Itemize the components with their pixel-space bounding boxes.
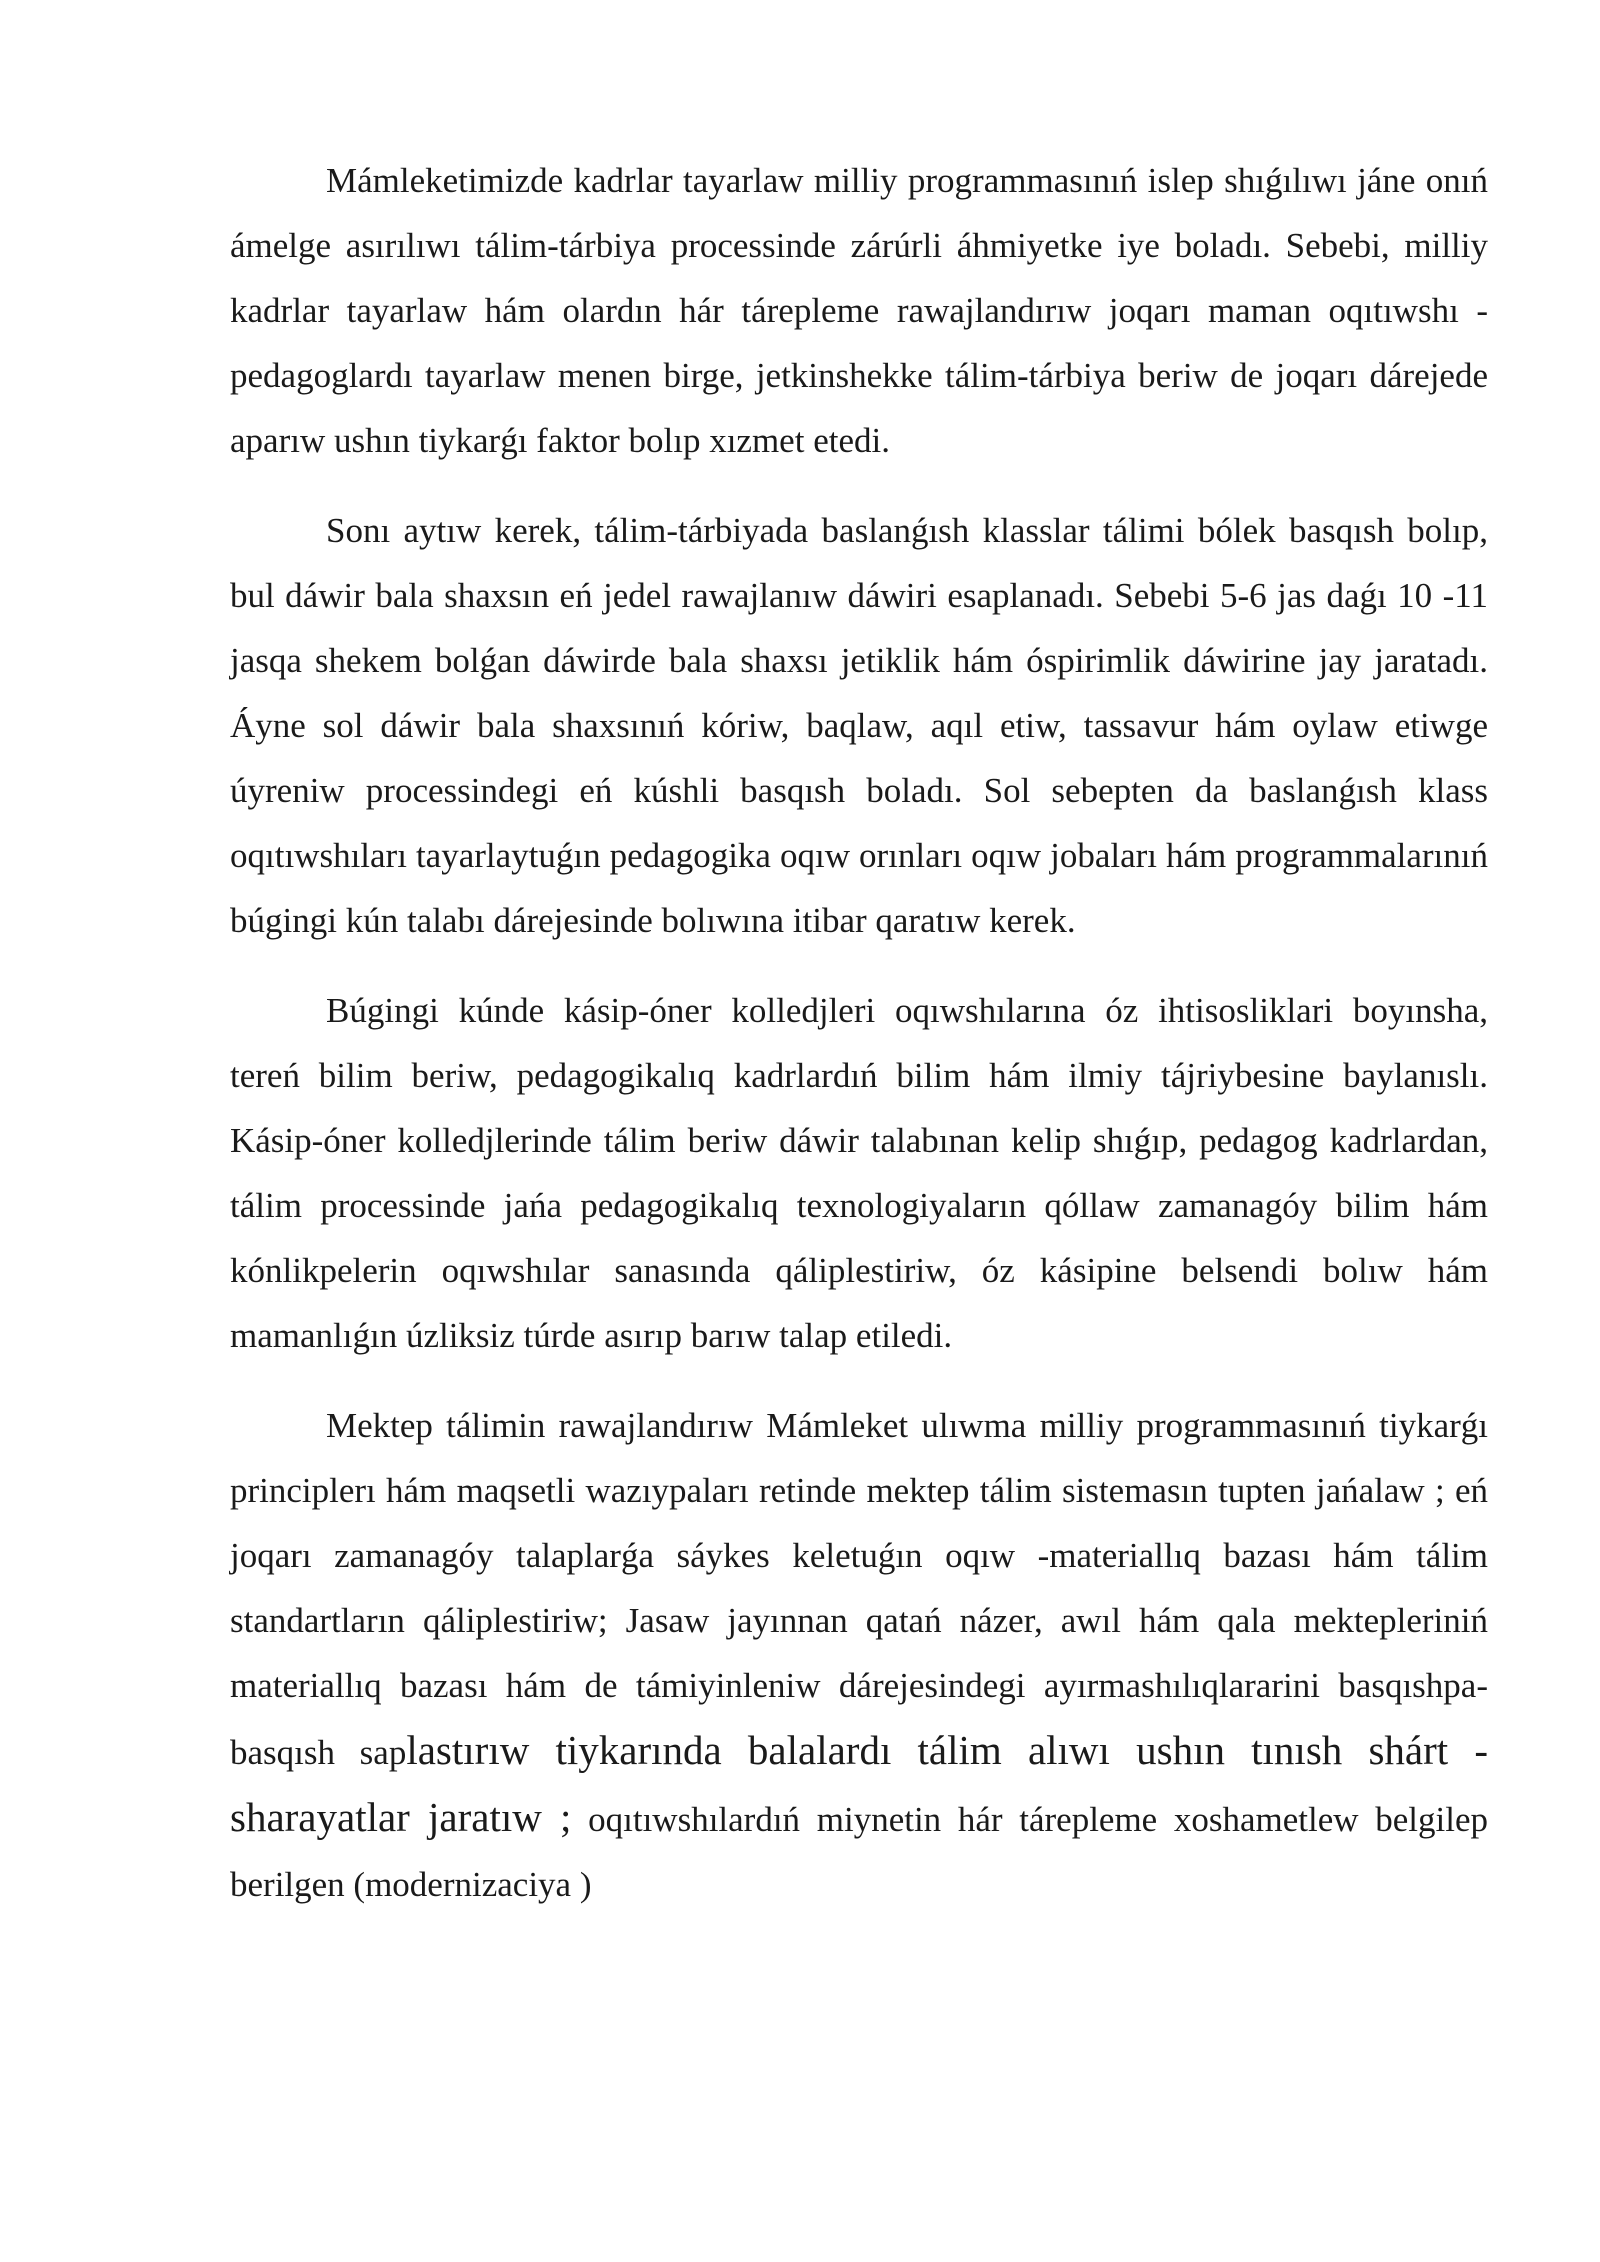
paragraph-2: Sonı aytıw kerek, tálim-tárbiyada baslanǵısh klasslar tálimi bólek basqısh bolıp, bul dáwir bala shaxsın eń jedel rawajlanıw dáwiri esaplanadı. Sebebi 5-6 jas daǵı 10 -11 jasqa shekem bolǵan dáwirde bala shaxsı jetiklik hám óspirimlik dáwirine jay jaratadı. Áyne sol dáwir bala shaxsınıń kóriw, baqlaw, aqıl etiw, tassavur hám oylaw etiwge úyreniw processindegi eń kúshli basqısh boladı. Sol sebepten da baslanǵısh klass oqıtıwshıları tayarlaytuǵın pedagogika oqıw orınları oqıw jobaları hám programmalarınıń búgingi kún talabı dárejesinde bolıwına itibar qaratıw kerek. [230,511,1488,940]
paragraph-4-text-enlarged: lastırıw tiykarında balalardı tálim alıwı ushın tınısh shárt - sharayatlar jaratıw ; [230,1727,1488,1840]
document-body [230,148,1488,1942]
paragraph-4-text-end: oqıtıwshılardıń miynetin hár tárepleme xoshametlew belgilep berilgen (modernizaciya ) [230,1800,1488,1904]
paragraph-3: Búgingi kúnde kásip-óner kolledjleri oqıwshılarına óz ihtisosliklari boyınsha, tereń bilim beriw, pedagogikalıq kadrlardıń bilim hám ilmiy tájriybesine baylanıslı. Kásip-óner kolledjlerinde tálim beriw dáwir talabınan kelip shıǵıp, pedagog kadrlardan, tálim processinde jańa pedagogikalıq texnologiyaların qóllaw zamanagóy bilim hám kónlikpelerin oqıwshılar sanasında qáliplestiriw, óz kásipine belsendi bolıw hám mamanlıǵın úzliksiz túrde asırıp barıw talap etiledi. [230,991,1488,1355]
paragraph-1: Mámleketimizde kadrlar tayarlaw milliy programmasınıń islep shıǵılıwı jáne onıń ámelge asırılıwı tálim-tárbiya processinde zárúrli áhmiyetke iye boladı. Sebebi, milliy kadrlar tayarlaw hám olardın hár tárepleme rawajlandırıw joqarı maman oqıtıwshı -pedagoglardı tayarlaw menen birge, jetkinshekke tálim-tárbiya beriw de joqarı dárejede aparıw ushın tiykarǵı faktor bolıp xızmet etedi. [230,161,1488,460]
paragraph-4 [230,1393,1488,1917]
paragraph-4-text-start: Mektep tálimin rawajlandırıw Mámleket ulıwma milliy programmasınıń tiykarǵı principlerı hám maqsetli wazıypaları retinde mektep tálim sistemasın tupten jańalaw ; eń joqarı zamanagóy talaplarǵa sáykes keletuǵın oqıw -materiallıq bazası hám tálim standartların qáliplestiriw; Jasaw jayınnan qatań názer, awıl hám qala mektepleriniń materiallıq bazası hám de támiyinleniw dárejesindegi ayırmashılıqlararini basqıshpa-basqısh sap [230,1406,1488,1772]
